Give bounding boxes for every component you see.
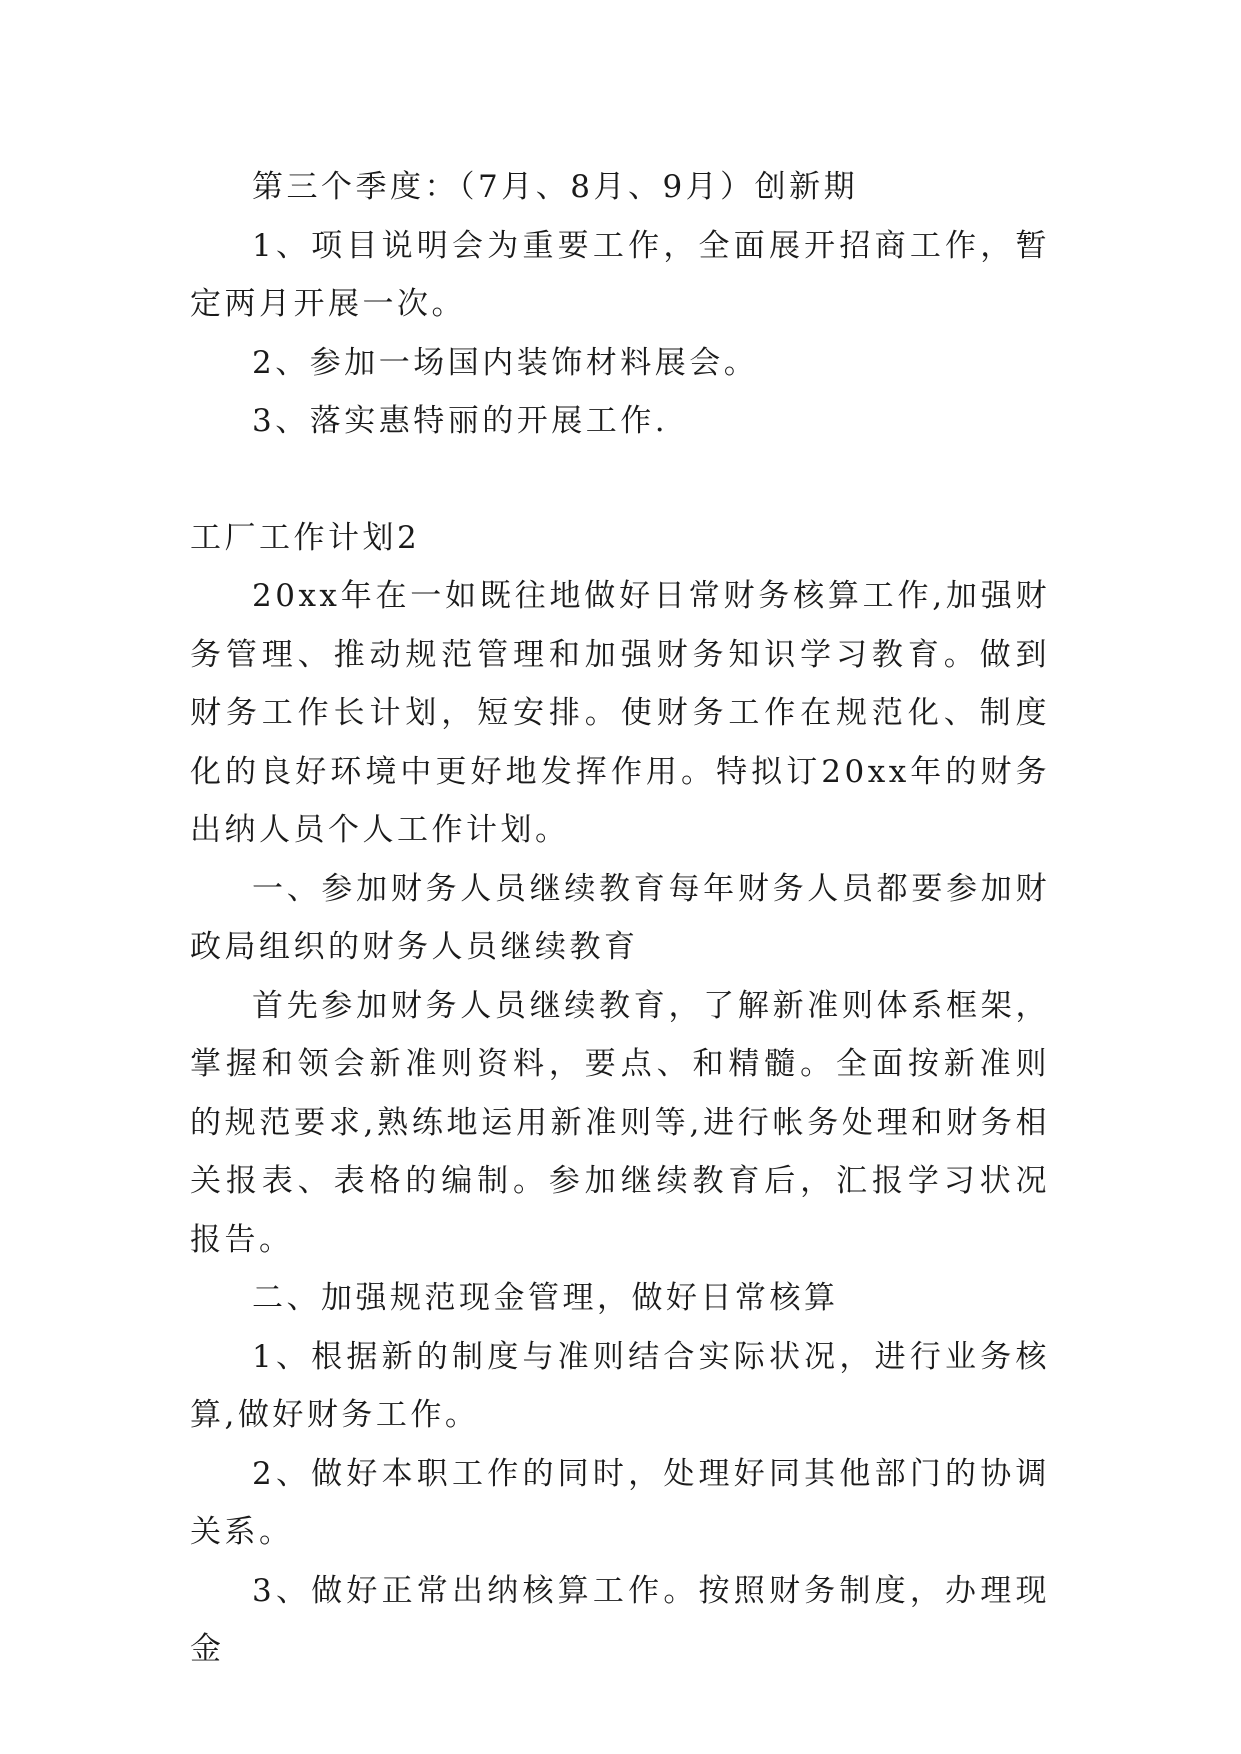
point-one-body: 首先参加财务人员继续教育，了解新准则体系框架，掌握和领会新准则资料，要点、和精髓。全面按新准则的规范要求,熟练地运用新准则等,进行帐务处理和财务相关报表、表格的编制。参加继续教育后，汇报学习状况报告。 [190, 987, 1050, 1258]
quarter-heading: 第三个季度：（7月、8月、9月）创新期 [252, 169, 859, 205]
list-item: 1、项目说明会为重要工作，全面展开招商工作，暂定两月开展一次。 [190, 227, 1050, 322]
list-item: 2、做好本职工作的同时，处理好同其他部门的协调关系。 [190, 1455, 1050, 1550]
section-title: 工厂工作计划2 [190, 519, 421, 556]
document-body [190, 158, 1050, 1679]
intro-paragraph: 20xx年在一如既往地做好日常财务核算工作,加强财务管理、推动规范管理和加强财务知识学习教育。做到财务工作长计划，短安排。使财务工作在规范化、制度化的良好环境中更好地发挥作用。特拟订20xx年的财务出纳人员个人工作计划。 [190, 578, 1050, 848]
point-one-title: 一、参加财务人员继续教育每年财务人员都要参加财政局组织的财务人员继续教育 [190, 870, 1050, 965]
list-item: 3、落实惠特丽的开展工作. [252, 403, 669, 439]
list-item: 1、根据新的制度与准则结合实际状况，进行业务核算,做好财务工作。 [190, 1338, 1050, 1433]
list-item: 3、做好正常出纳核算工作。按照财务制度，办理现金 [190, 1572, 1050, 1667]
point-two-title: 二、加强规范现金管理，做好日常核算 [252, 1280, 839, 1316]
list-item: 2、参加一场国内装饰材料展会。 [252, 344, 759, 381]
